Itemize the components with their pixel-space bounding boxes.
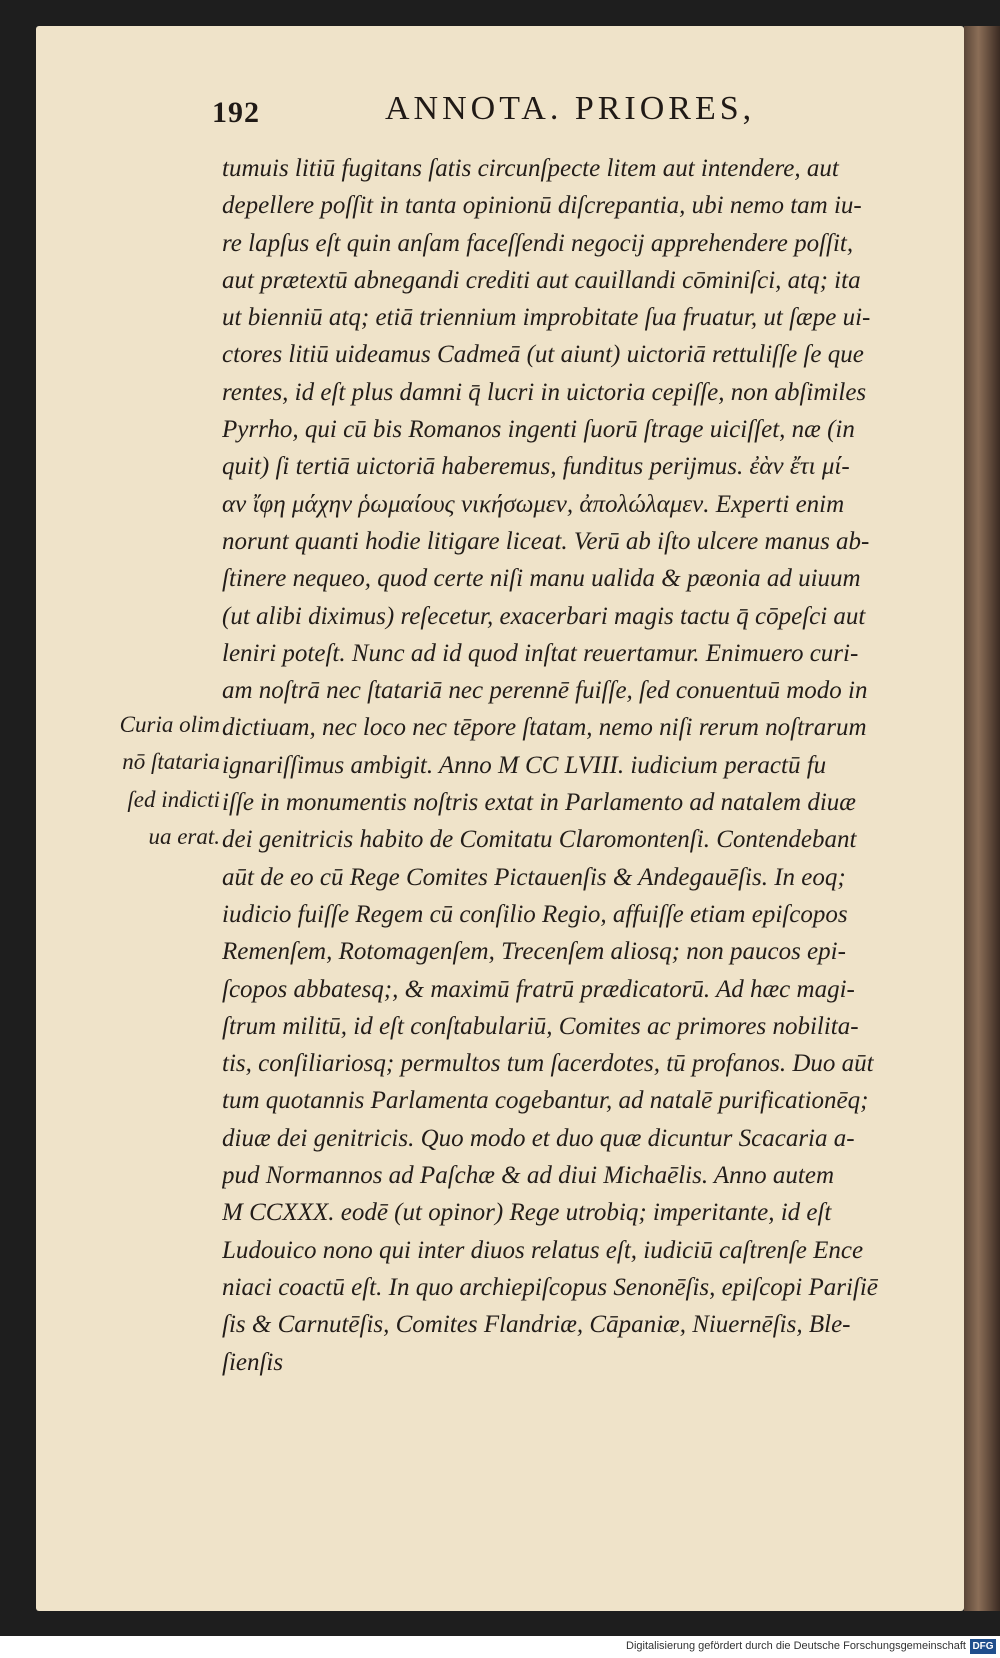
text-line: am noſtrā nec ſtatariā nec perennē fuiſſe, ſed conuentuū modo in [222,677,868,705]
text-line: iſſe in monumentis noſtris extat in Parlamento ad natalem diuæ [222,789,856,817]
text-line: diuæ dei genitricis. Quo modo et duo quæ dicuntur Scacaria a- [222,1124,855,1152]
margin-note-line: Curia olim [119,712,220,737]
text-line: ſtrum militū, id eſt conſtabulariū, Comites ac primores nobilita- [222,1012,859,1040]
text-line: ignariſſimus ambigit. Anno M CC LVIII. iudicium peractū fu [222,751,827,779]
page-edge [964,26,1000,1611]
text-line: re lapſus eſt quin anſam faceſſendi negocij apprehendere poſſit, [222,229,854,257]
footer-bar [0,1636,1000,1658]
text-line: aūt de eo cū Rege Comites Pictauenſis & Andegauēſis. In eoq; [222,863,846,891]
text-line: ſis & Carnutēſis, Comites Flandriæ, Cāpaniæ, Niuernēſis, Ble- [222,1311,851,1339]
text-line: ſcopos abbatesq;, & maximū fratrū prædicatorū. Ad hæc magi- [222,975,855,1003]
text-line: tum quotannis Parlamenta cogebantur, ad natalē purificationēq; [222,1087,869,1115]
body-text [222,150,942,1381]
margin-note [92,706,220,855]
digitization-credit: Digitalisierung gefördert durch die Deutsche Forschungsgemeinschaft [626,1640,966,1652]
text-line: M CCXXX. eodē (ut opinor) Rege utrobiq; imperitante, id eſt [222,1199,832,1227]
text-line: iudicio fuiſſe Regem cū conſilio Regio, affuiſſe etiam epiſcopos [222,900,848,928]
margin-note-line: ſed indicti [127,786,220,812]
text-line: Pyrrho, qui cū bis Romanos ingenti ſuorū ſtrage uiciſſet, næ (in [222,416,855,444]
text-line: dei genitricis habito de Comitatu Claromontenſi. Contendebant [222,826,857,854]
text-line: depellere poſſit in tanta opinionū diſcrepantia, ubi nemo tam iu- [222,192,862,220]
text-line: niaci coactū eſt. In quo archiepiſcopus Senonēſis, epiſcopi Pariſiē [222,1273,878,1301]
text-line: pud Normannos ad Paſchæ & ad diui Michaēlis. Anno autem [222,1162,835,1190]
page-number: 192 [212,96,260,129]
text-line: Ludouico nono qui inter diuos relatus eſt, iudiciū caſtrenſe Ence [222,1236,864,1264]
margin-note-line: nō ſtataria [122,749,220,775]
text-line: ut bienniū atq; etiā triennium improbitate ſua fruatur, ut ſæpe ui- [222,304,871,332]
text-line: quit) ſi tertiā uictoriā haberemus, funditus perijmus. ἐὰν ἔτι μί- [222,453,850,481]
text-line: leniri poteſt. Nunc ad id quod inſtat reuertamur. Enimuero curi- [222,639,859,667]
text-line: norunt quanti hodie litigare liceat. Verū ab iſto ulcere manus ab- [222,527,870,555]
dfg-logo: DFG [970,1639,996,1654]
text-line: Remenſem, Rotomagenſem, Trecenſem aliosq; non paucos epi- [222,938,846,966]
text-line: tumuis litiū fugitans ſatis circunſpecte litem aut intendere, aut [222,155,839,182]
running-head: ANNOTA. PRIORES, [385,90,756,127]
text-line: aut prætextū abnegandi crediti aut cauillandi cōminiſci, atq; ita [222,266,861,294]
text-line: (ut alibi diximus) reſecetur, exacerbari magis tactu q̄ cōpeſci aut [222,602,866,630]
text-line: tis, conſiliariosq; permultos tum ſacerdotes, tū profanos. Duo aūt [222,1050,874,1078]
text-line: ſtinere nequeo, quod certe niſi manu ualida & pæonia ad uiuum [222,565,861,593]
text-line: ſienſis [222,1348,284,1376]
text-line: ctores litiū uideamus Cadmeā (ut aiunt) uictoriā rettuliſſe ſe que [222,341,864,369]
text-line: dictiuam, nec loco nec tēpore ſtatam, nemo niſi rerum noſtrarum [222,714,867,742]
margin-note-line: ua erat. [148,823,220,849]
text-line: rentes, id eſt plus damni q̄ lucri in uictoria cepiſſe, non abſimiles [222,378,867,406]
text-line: αν ἴφη μάχην ῥωμαίους νικήσωμεν, ἀπολώλαμεν. Experti enim [222,490,845,518]
